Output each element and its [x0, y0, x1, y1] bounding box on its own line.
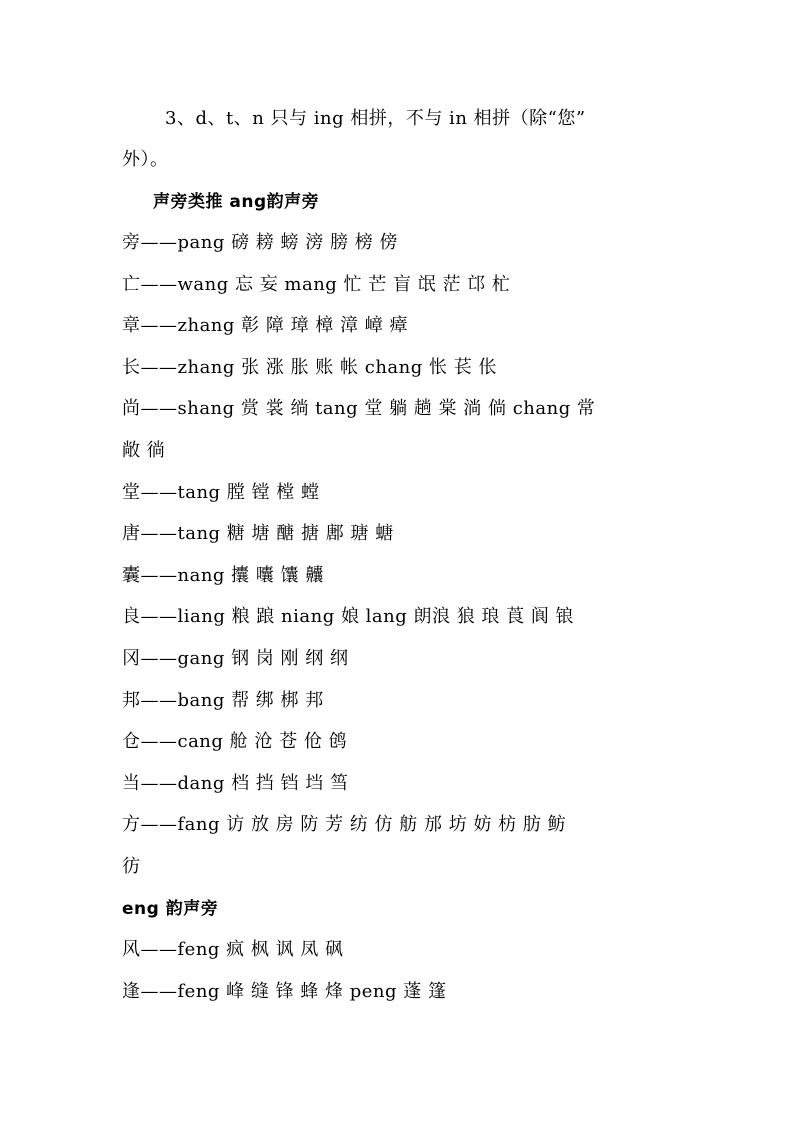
entry-line: 长——zhang 张 涨 胀 账 帐 chang 怅 苌 伥 — [122, 357, 497, 378]
entry-line: 仓——cang 舱 沧 苍 伧 鸧 — [122, 731, 348, 752]
entry-line: 敞 徜 — [122, 440, 166, 461]
section-heading-eng: eng 韵声旁 — [122, 899, 219, 919]
entry-line: 当——dang 档 挡 铛 垱 筜 — [122, 773, 349, 794]
entry-line: 尚——shang 赏 裳 绱 tang 堂 躺 趟 棠 淌 倘 chang 常 — [122, 398, 596, 419]
entry-line: 风——feng 疯 枫 讽 凤 砜 — [122, 939, 344, 960]
entry-line: 冈——gang 钢 岗 刚 纲 纲 — [122, 648, 349, 669]
entry-line: 囊——nang 攮 囔 馕 齉 — [122, 565, 324, 586]
section-heading-ang: 声旁类推 ang韵声旁 — [153, 192, 320, 212]
intro-line-2: 外）。 — [122, 149, 169, 170]
entry-line: 彷 — [122, 856, 141, 877]
entry-line: 邦——bang 帮 绑 梆 邦 — [122, 690, 324, 711]
entry-line: 亡——wang 忘 妄 mang 忙 芒 盲 氓 茫 邙 杧 — [122, 274, 511, 295]
entry-line: 唐——tang 糖 塘 醣 搪 鄌 瑭 螗 — [122, 523, 394, 544]
entry-line: 堂——tang 膛 镗 樘 螳 — [122, 482, 320, 503]
entry-line: 逢——feng 峰 缝 锋 蜂 烽 peng 蓬 篷 — [122, 981, 447, 1002]
intro-line-1: 3、d、t、n 只与 ing 相拼，不与 in 相拼（除“您” — [165, 108, 586, 129]
entry-line: 旁——pang 磅 耪 螃 滂 膀 榜 傍 — [122, 232, 398, 253]
entry-line: 方——fang 访 放 房 防 芳 纺 仿 舫 邡 坊 妨 枋 肪 鲂 — [122, 814, 567, 835]
entry-line: 章——zhang 彰 障 璋 樟 漳 嶂 瘴 — [122, 315, 408, 336]
entry-line: 良——liang 粮 踉 niang 娘 lang 朗浪 狼 琅 莨 阆 锒 — [122, 606, 575, 627]
